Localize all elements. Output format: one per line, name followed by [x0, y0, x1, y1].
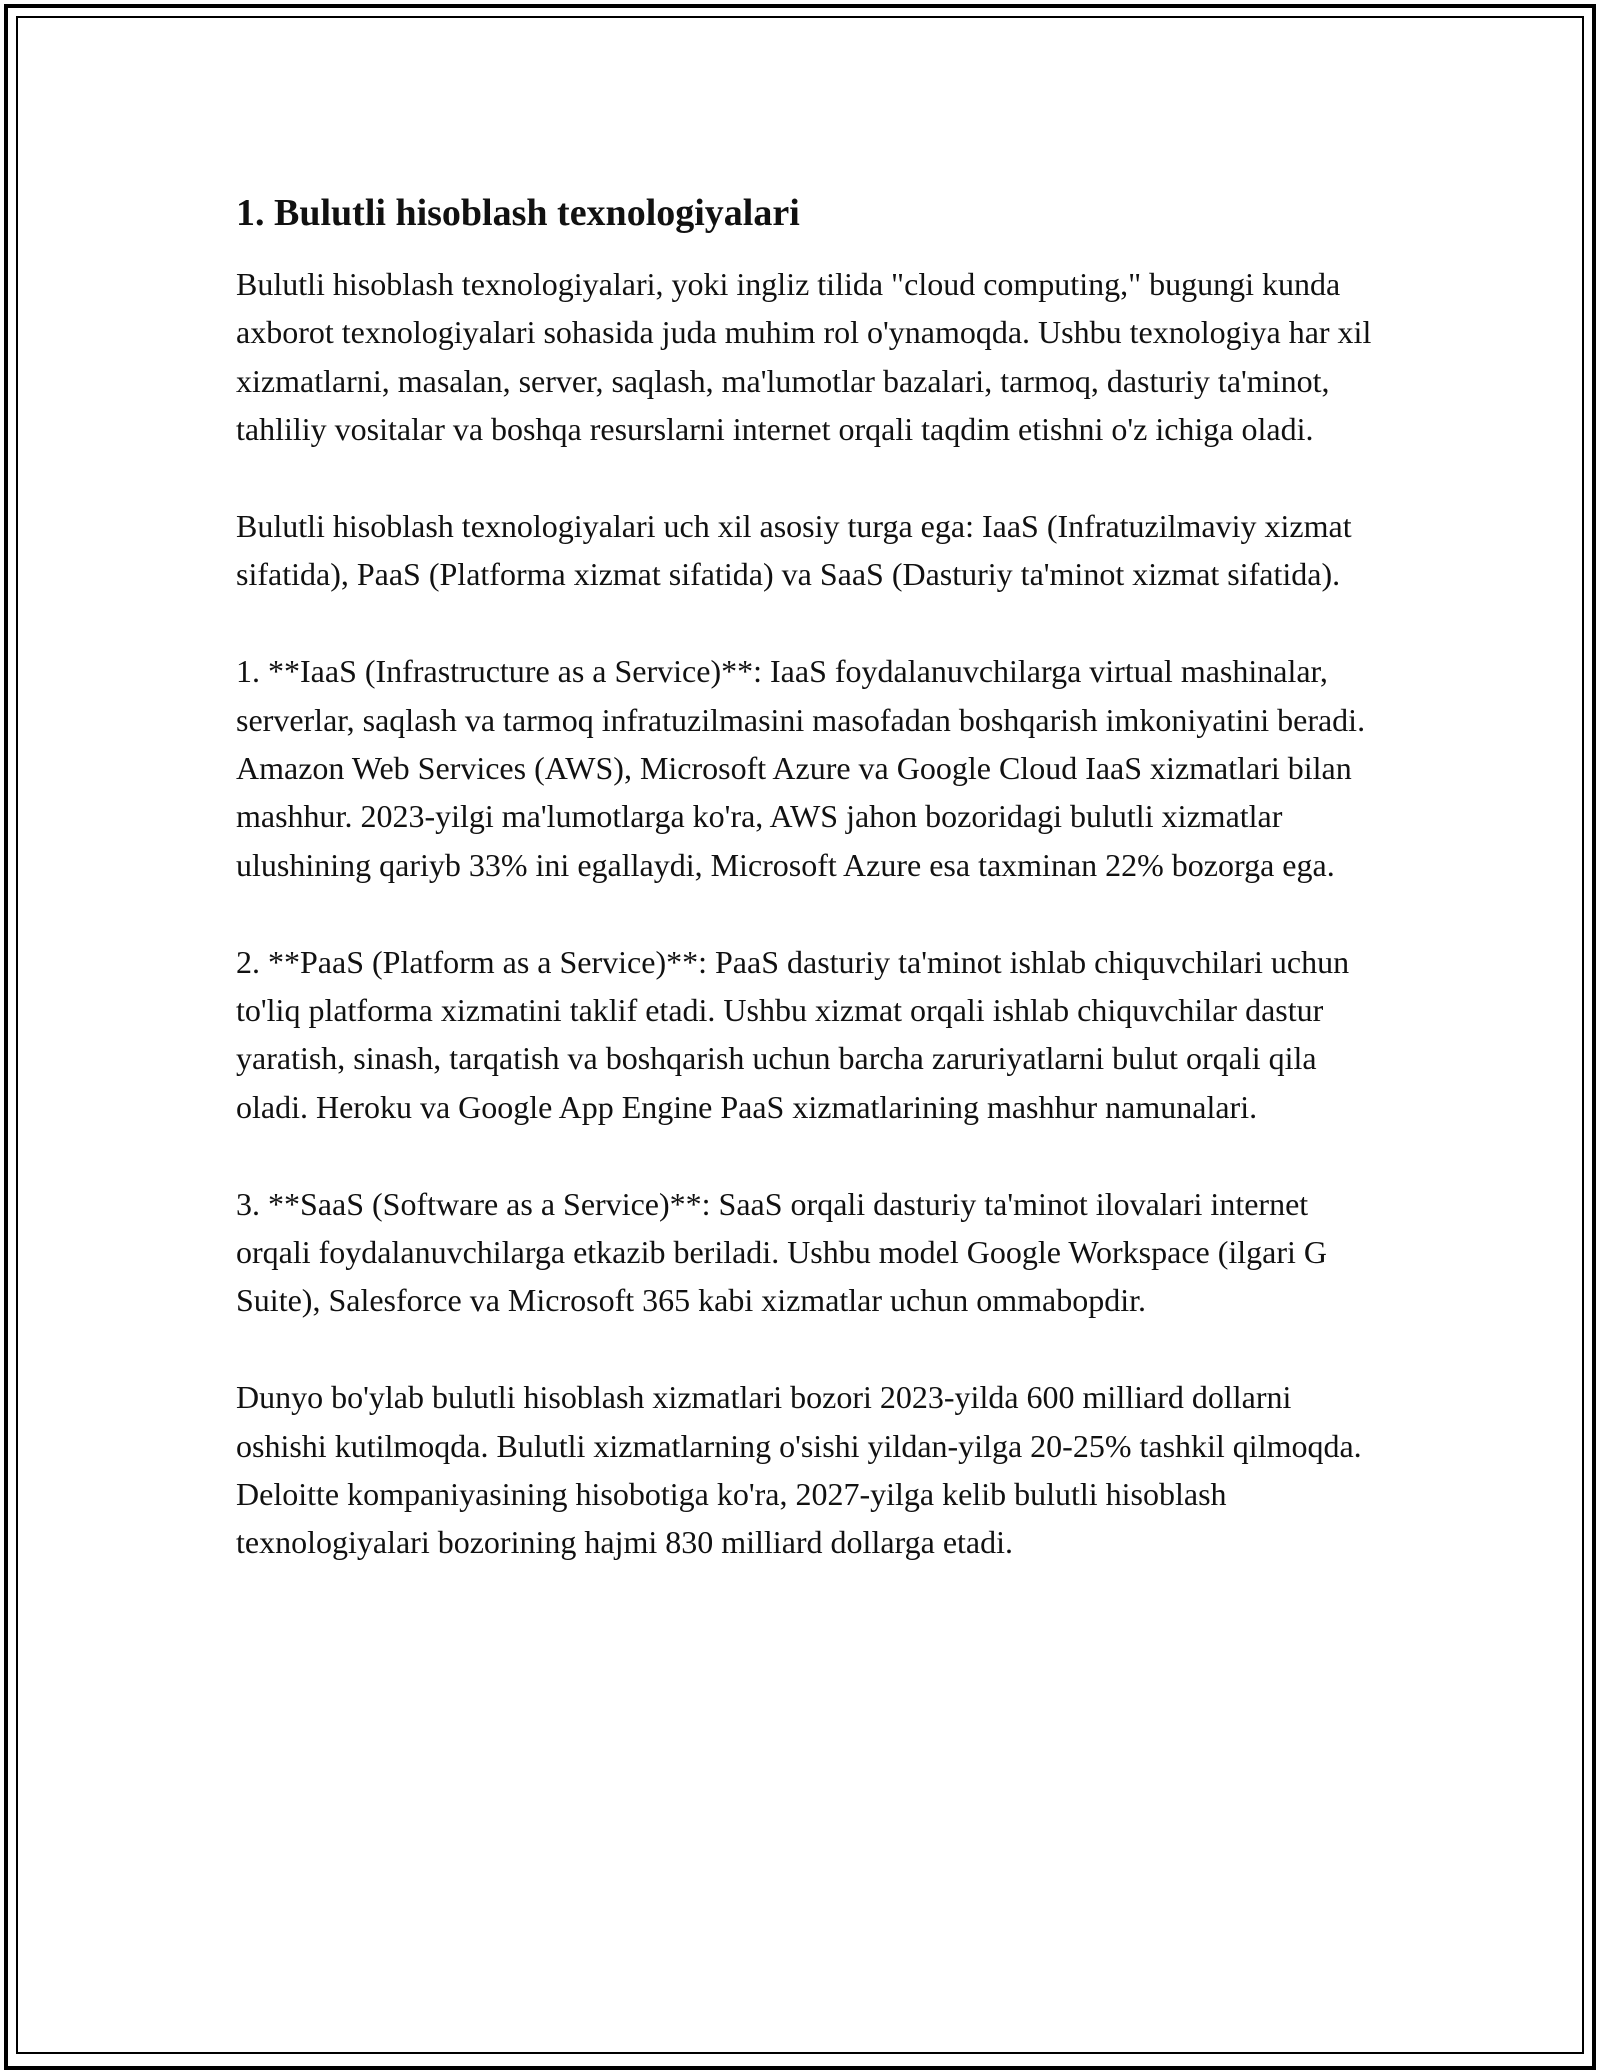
market-paragraph: Dunyo bo'ylab bulutli hisoblash xizmatlari bozori 2023-yilda 600 milliard dollarni oshishi kutilmoqda. Bulutli xizmatlarning o'sishi yildan-yilga 20-25% tashkil qilmoqda. Deloitte kompaniyasining hisobotiga ko'ra, 2027-yilga kelib bulutli hisoblash texnologiyalari bozorining hajmi 830 milliard dollarga etadi. — [236, 1379, 1362, 1561]
saas-paragraph: 3. **SaaS (Software as a Service)**: SaaS orqali dasturiy ta'minot ilovalari internet orqali foydalanuvchilarga etkazib beriladi. Ushbu model Google Workspace (ilgari G Suite), Salesforce va Microsoft 365 kabi xizmatlar uchun ommabopdir. — [236, 1185, 1328, 1319]
page-title: 1. Bulutli hisoblash texnologiyalari — [236, 192, 800, 234]
iaas-paragraph: 1. **IaaS (Infrastructure as a Service)**: IaaS foydalanuvchilarga virtual mashinalar, serverlar, saqlash va tarmoq infratuzilmasini masofadan boshqarish imkoniyatini beradi. Amazon Web Services (AWS), Microsoft Azure va Google Cloud IaaS xizmatlari bilan mashhur. 2023-yilgi ma'lumotlarga ko'ra, AWS jahon bozoridagi bulutli xizmatlar ulushining qariyb 33% ini egallaydi, Microsoft Azure esa taxminan 22% bozorga ega. — [236, 653, 1366, 883]
document-body — [236, 186, 1376, 1567]
intro-paragraph: Bulutli hisoblash texnologiyalari, yoki ingliz tilida "cloud computing," bugungi kunda axborot texnologiyalari sohasida juda muhim rol o'ynamoqda. Ushbu texnologiya har xil xizmatlarni, masalan, server, saqlash, ma'lumotlar bazalari, tarmoq, dasturiy ta'minot, tahliliy vositalar va boshqa resurslarni internet orqali taqdim etishni o'z ichiga oladi. — [236, 266, 1372, 448]
paas-paragraph: 2. **PaaS (Platform as a Service)**: PaaS dasturiy ta'minot ishlab chiquvchilari uchun to'liq platforma xizmatini taklif etadi. Ushbu xizmat orqali ishlab chiquvchilar dastur yaratish, sinash, tarqatish va boshqarish uchun barcha zaruriyatlarni bulut orqali qila oladi. Heroku va Google App Engine PaaS xizmatlarining mashhur namunalari. — [236, 943, 1350, 1125]
types-paragraph: Bulutli hisoblash texnologiyalari uch xil asosiy turga ega: IaaS (Infratuzilmaviy xizmat sifatida), PaaS (Platforma xizmat sifatida) va SaaS (Dasturiy ta'minot xizmat sifatida). — [236, 508, 1352, 593]
